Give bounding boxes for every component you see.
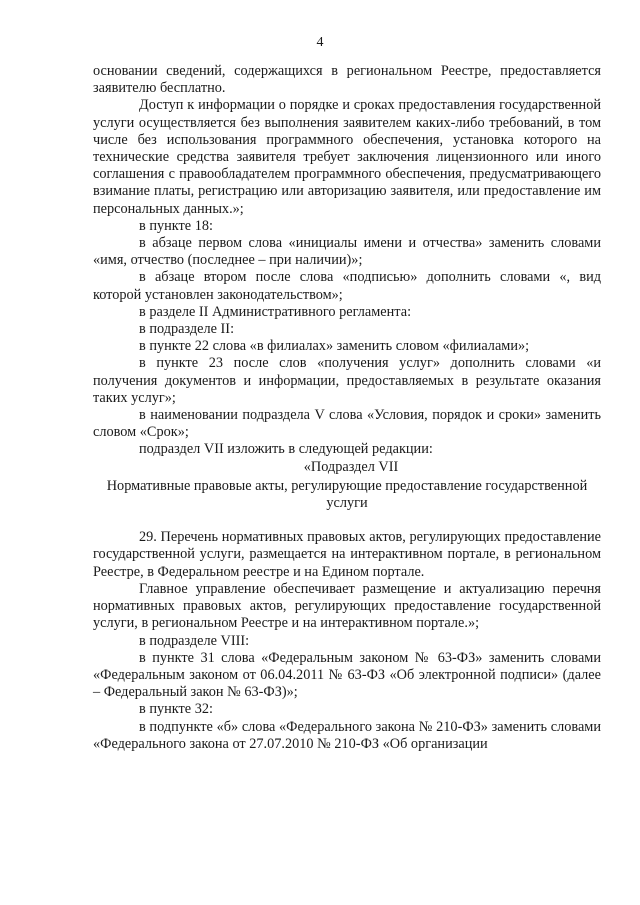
paragraph-item-18-second: в абзаце втором после слова «подписью» дополнить словами «, вид которой установлен законодательством»; xyxy=(93,269,601,303)
paragraph-subsection-vii-intro: подраздел VII изложить в следующей редакции: xyxy=(139,441,433,458)
paragraph-item-22: в пункте 22 слова «в филиалах» заменить словом «филиалами»; xyxy=(139,338,530,355)
paragraph-main-directorate: Главное управление обеспечивает размещение и актуализацию перечня нормативных правовых актов, регулирующих предоставление государственной услуги, в региональном Реестре и на интерактивном портале.»; xyxy=(93,580,601,632)
document-body xyxy=(93,63,601,753)
paragraph-item-18-first: в абзаце первом слова «инициалы имени и отчества» заменить словами «имя, отчество (последнее – при наличии)»; xyxy=(93,235,601,269)
paragraph-item-32: в пункте 32: xyxy=(139,701,213,718)
page-number: 4 xyxy=(316,35,324,50)
subsection-label: «Подраздел VII xyxy=(303,458,399,475)
paragraph-subsection-viii: в подразделе VIII: xyxy=(139,632,250,649)
paragraph-access-info: Доступ к информации о порядке и сроках предоставления государственной услуги осуществляется без выполнения заявителем каких-либо требований, в том числе без использования программного обеспечения, установка которого на технические средства заявителя требует заключения лицензионного или иного соглашения с правообладателем программного обеспечения, предусматривающего взимание платы, регистрацию или авторизацию заявителя, или предоставление им персональных данных.»; xyxy=(93,97,601,217)
paragraph-item-29: 29. Перечень нормативных правовых актов, регулирующих предоставление государственной услуги, размещается на интерактивном портале, в региональном Реестре, в Федеральном реестре и на Едином портале. xyxy=(93,529,601,580)
paragraph-subitem-b: в подпункте «б» слова «Федерального закона № 210-ФЗ» заменить словами «Федерального закона от 27.07.2010 № 210-ФЗ «Об организации xyxy=(93,718,601,752)
paragraph-subsection-v: в наименовании подраздела V слова «Условия, порядок и сроки» заменить словом «Срок»; xyxy=(93,407,601,441)
paragraph-item-31: в пункте 31 слова «Федеральным законом № 63-ФЗ» заменить словами «Федеральным законом от 06.04.2011 № 63-ФЗ «Об электронной подписи» (далее – Федеральный закон № 63-ФЗ)»; xyxy=(93,649,601,701)
paragraph-continuation: основании сведений, содержащихся в региональном Реестре, предоставляется заявителю бесплатно. xyxy=(93,63,601,97)
paragraph-subsection-ii: в подразделе II: xyxy=(139,321,235,338)
paragraph-section-ii: в разделе II Административного регламента: xyxy=(139,303,412,320)
paragraph-item-18: в пункте 18: xyxy=(139,217,213,234)
spacer xyxy=(93,512,601,529)
subsection-title: Нормативные правовые акты, регулирующие предоставление государственной услуги xyxy=(106,477,588,512)
paragraph-item-23: в пункте 23 после слов «получения услуг» дополнить словами «и получения документов и информации, предоставляемых в результате оказания таких услуг»; xyxy=(93,355,601,406)
